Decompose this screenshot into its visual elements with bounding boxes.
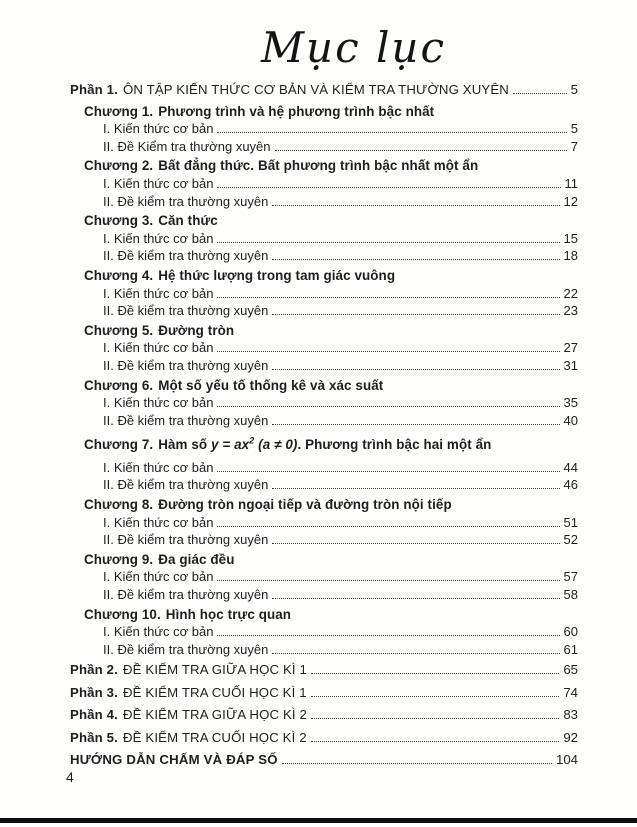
dot-leader [217,515,559,527]
toc-row-label: Chương 8. [84,497,154,513]
dot-leader [217,569,559,581]
toc-row [70,375,578,395]
dot-leader [272,413,559,425]
toc-title-run: . Phương trình bậc hai một ẩn [297,437,492,453]
toc-page-number: 52 [563,532,578,548]
dot-leader [311,707,559,719]
toc-row-title: Hình học trực quan [165,606,292,622]
dot-leader [311,662,559,674]
toc-title-run: (a ≠ 0) [254,437,298,453]
toc-title-run: y = ax [211,437,250,453]
dot-leader [217,121,566,133]
toc-page-number: 61 [563,641,578,657]
toc-row-title: ĐỀ KIỂM TRA CUỐI HỌC KÌ 1 [122,684,307,700]
toc-row-title: Căn thức [158,213,218,229]
toc-row [70,357,578,375]
dot-leader [272,194,559,206]
toc-page-number: 15 [563,230,578,246]
superscript-exponent: 2 [249,435,255,446]
toc-row [70,247,578,265]
toc-row-title: Phương trình và hệ phương trình bậc nhất [158,103,435,119]
toc-page-number: 12 [563,193,578,209]
dot-leader [282,752,552,764]
toc-row [70,138,578,156]
toc-row-title: Đường tròn [158,322,235,338]
toc-row [70,78,578,101]
toc-row [70,265,578,285]
toc-row [70,494,578,514]
toc-row [70,604,578,624]
toc-page-number: 65 [563,661,578,677]
toc-row-title: ĐỀ KIỂM TRA CUỐI HỌC KÌ 2 [122,729,307,745]
toc-row [70,120,578,138]
toc-row-title: ÔN TẬP KIẾN THỨC CƠ BẢN VÀ KIỂM TRA THƯỜNG XUYÊN [122,81,509,97]
toc-page-number: 51 [563,514,578,530]
toc-page-number: 44 [563,459,578,475]
toc-row-title: II. Đề kiểm tra thường xuyên [103,248,269,264]
toc-row-title: I. Kiến thức cơ bản [103,230,214,246]
toc-row-label: Phần 5. [70,729,118,745]
toc-row-title: II. Đề kiểm tra thường xuyên [103,303,269,319]
toc-page-number: 11 [564,175,578,191]
toc-row-label: Chương 1. [84,103,154,119]
dot-leader [217,460,559,472]
toc-row-title: ĐỀ KIỂM TRA GIỮA HỌC KÌ 1 [122,661,308,677]
scan-edge-bar [0,818,637,823]
toc-row [70,320,578,340]
toc-row-label: Chương 5. [84,322,154,338]
dot-leader [272,587,559,599]
toc-row [70,302,578,320]
toc-row-title: I. Kiến thức cơ bản [103,514,214,530]
toc-row [70,568,578,586]
toc-page-number: 22 [563,285,578,301]
toc-page-number: 23 [563,303,578,319]
toc-row-title: I. Kiến thức cơ bản [103,624,214,640]
toc-row-title: I. Kiến thức cơ bản [103,395,214,411]
toc-row-title: I. Kiến thức cơ bản [103,175,214,191]
toc-row-title: Đa giác đều [158,551,235,567]
toc-row [70,230,578,248]
toc-page-number: 58 [563,587,578,603]
toc-row-title: HƯỚNG DẪN CHẤM VÀ ĐÁP SỐ [70,752,278,768]
toc-row-label: Chương 10. [84,606,161,622]
toc-page-number: 5 [570,81,578,97]
toc-page-number: 60 [563,624,578,640]
toc-row [70,549,578,569]
toc-row-label: Phần 1. [70,81,118,97]
dot-leader [272,532,559,544]
toc-row-label: Chương 4. [84,267,154,283]
toc-page-number: 7 [570,138,578,154]
toc-row-label: Chương 6. [84,377,154,393]
toc-row [70,459,578,477]
toc-row [70,101,578,121]
toc-page-number: 35 [563,395,578,411]
toc-page-number: 40 [563,412,578,428]
toc-row [70,476,578,494]
toc-row [70,412,578,430]
toc-row [70,394,578,412]
toc-row-label: Chương 7. [84,437,154,453]
dot-leader [217,340,559,352]
toc-row [70,641,578,659]
toc-page-number: 74 [563,684,578,700]
toc-row [70,285,578,303]
toc-row-title: I. Kiến thức cơ bản [103,121,214,137]
toc-row [70,658,578,681]
dot-leader [217,286,559,298]
toc-row-title [158,436,491,454]
toc-row [70,704,578,727]
toc-row-title: I. Kiến thức cơ bản [103,459,214,475]
dot-leader [272,358,559,370]
toc-row-title: II. Đề Kiểm tra thường xuyên [103,138,271,154]
toc-row [70,514,578,532]
toc-row [70,210,578,230]
dot-leader [272,477,559,489]
toc-row-label: Phần 2. [70,661,118,677]
toc-row-title: Đường tròn ngoại tiếp và đường tròn nội tiếp [158,497,452,513]
dot-leader [311,685,560,697]
toc-row [70,623,578,641]
toc-page-number: 46 [563,477,578,493]
toc-row [70,531,578,549]
toc-row-title: I. Kiến thức cơ bản [103,340,214,356]
toc-row [70,193,578,211]
toc-row [70,429,578,459]
toc-row-label: Phần 3. [70,684,118,700]
toc-page-number: 5 [570,121,578,137]
toc-row [70,681,578,704]
toc-row-title: II. Đề kiểm tra thường xuyên [103,412,269,428]
dot-leader [272,642,559,654]
toc-row-label: Chương 9. [84,551,154,567]
toc-row-title: Bất đẳng thức. Bất phương trình bậc nhất một ẩn [158,158,479,174]
footer-page-number: 4 [66,769,74,785]
toc-row [70,586,578,604]
dot-leader [217,395,559,407]
toc-page-number: 18 [563,248,578,264]
toc-row [70,175,578,193]
toc-row [70,726,578,749]
toc-row-title: ĐỀ KIỂM TRA GIỮA HỌC KÌ 2 [122,707,308,723]
dot-leader [217,176,560,188]
toc-row-title: Một số yếu tố thống kê và xác suất [158,377,384,393]
toc-row-title: II. Đề kiểm tra thường xuyên [103,193,269,209]
toc-page-number: 92 [563,729,578,745]
dot-leader [217,231,559,243]
toc-page-number: 57 [563,569,578,585]
dot-leader [272,248,559,260]
toc-row-label: Chương 2. [84,158,154,174]
dot-leader [311,730,560,742]
page-title: Mục lục [261,23,446,72]
toc-list [70,78,578,771]
dot-leader [275,139,567,151]
toc-row-title: Hệ thức lượng trong tam giác vuông [158,267,396,283]
toc-title-run: Hàm số [158,437,212,453]
toc-row-title: II. Đề kiểm tra thường xuyên [103,587,269,603]
toc-row-title: II. Đề kiểm tra thường xuyên [103,532,269,548]
dot-leader [272,303,559,315]
toc-row-title: II. Đề kiểm tra thường xuyên [103,477,269,493]
toc-row-label: Phần 4. [70,707,118,723]
toc-row-title: II. Đề kiểm tra thường xuyên [103,357,269,373]
toc-page-number: 83 [563,707,578,723]
toc-row [70,339,578,357]
toc-page-number: 104 [555,752,578,768]
toc-row-title: I. Kiến thức cơ bản [103,285,214,301]
toc-row-title: II. Đề kiểm tra thường xuyên [103,641,269,657]
toc-row [70,155,578,175]
dot-leader [513,82,567,94]
toc-page-number: 31 [563,357,578,373]
toc-row-label: Chương 3. [84,213,154,229]
toc-row-title: I. Kiến thức cơ bản [103,569,214,585]
toc-page-number: 27 [563,340,578,356]
dot-leader [217,624,559,636]
toc-row [70,749,578,772]
